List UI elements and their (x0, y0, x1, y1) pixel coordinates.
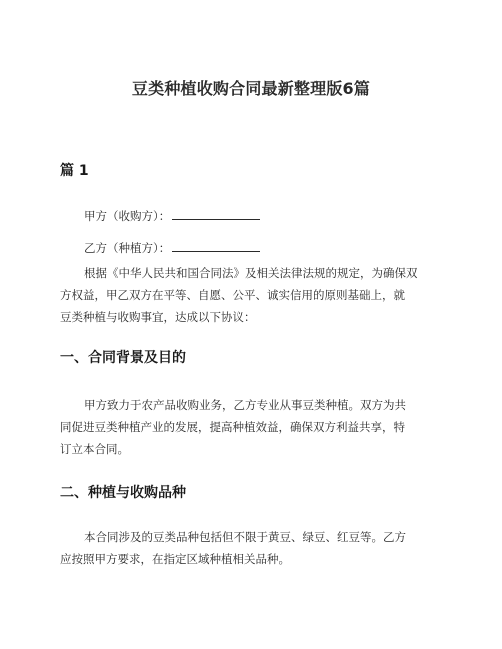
party-a-blank[interactable] (172, 208, 260, 220)
party-b-blank[interactable] (172, 240, 260, 252)
intro-line: 豆类种植与收购事宜，达成以下协议： (60, 310, 256, 324)
intro-paragraph (60, 262, 444, 328)
intro-line: 根据《中华人民共和国合同法》及相关法律法规的规定，为确保双 (84, 266, 418, 280)
section-heading-2: 二、种植与收购品种 (60, 485, 186, 501)
party-a-label: 甲方（收购方）： (84, 209, 171, 223)
intro-line: 方权益，甲乙双方在平等、自愿、公平、诚实信用的原则基础上，就 (60, 288, 405, 302)
section-1-paragraph (60, 394, 444, 460)
document-title: 豆类种植收购合同最新整理版6篇 (131, 79, 371, 98)
section-2-line: 应按照甲方要求，在指定区域种植相关品种。 (60, 552, 290, 566)
party-b-field (84, 240, 260, 256)
section-1-line: 甲方致力于农产品收购业务，乙方专业从事豆类种植。双方为共 (84, 398, 406, 412)
part-heading: 篇 1 (60, 163, 89, 179)
section-1-line: 同促进豆类种植产业的发展，提高种植效益，确保双方利益共享，特 (60, 420, 405, 434)
party-a-field (84, 208, 260, 224)
party-b-label: 乙方（种植方）： (84, 241, 171, 255)
section-2-line: 本合同涉及的豆类品种包括但不限于黄豆、绿豆、红豆等。乙方 (84, 530, 406, 544)
section-1-line: 订立本合同。 (60, 442, 129, 456)
section-heading-1: 一、合同背景及目的 (60, 350, 186, 366)
section-2-paragraph (60, 526, 444, 570)
